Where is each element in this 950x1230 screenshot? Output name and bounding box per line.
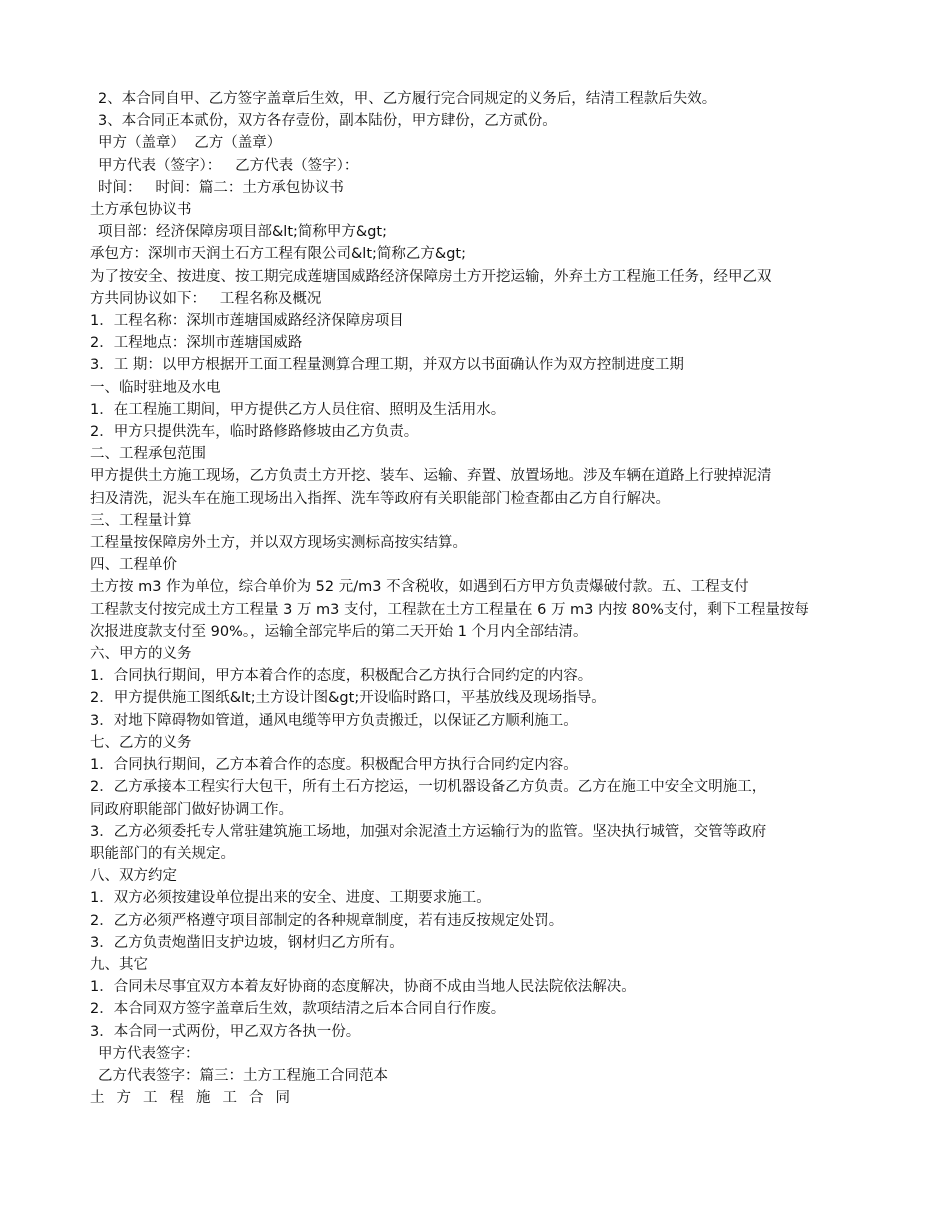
text-line: 3．乙方负责炮凿旧支护边坡，钢材归乙方所有。 [90, 934, 404, 951]
text-line: 2、本合同自甲、乙方签字盖章后生效，甲、乙方履行完合同规定的义务后，结清工程款后失效。 [98, 91, 717, 107]
text-line: 同政府职能部门做好协调工作。 [90, 801, 293, 818]
text-line: 为了按安全、按进度、按工期完成莲塘国威路经济保障房土方开挖运输，外弃土方工程施工任务，经甲乙双 [90, 268, 772, 285]
text-line: 项目部：经济保障房项目部&lt;简称甲方&gt; [98, 224, 387, 241]
text-line: 工程款支付按完成土方工程量 3 万 m3 支付，工程款在土方工程量在 6 万 m3 内按 80%支付，剩下工程量按每 [90, 601, 809, 618]
text-line: 九、其它 [90, 956, 148, 973]
text-line: 1．合同执行期间，乙方本着合作的态度。积极配合甲方执行合同约定内容。 [90, 757, 578, 774]
text-line: 3．工 期：以甲方根据开工面工程量测算合理工期，并双方以书面确认作为双方控制进度工期 [90, 357, 684, 374]
text-line: 土方承包协议书 [90, 202, 192, 219]
text-line: 2．乙方承接本工程实行大包干，所有土石方挖运，一切机器设备乙方负责。乙方在施工中安全文明施工， [90, 779, 767, 796]
text-line: 2．本合同双方签字盖章后生效，款项结清之后本合同自行作废。 [90, 1001, 506, 1018]
text-line: 一、临时驻地及水电 [90, 379, 221, 396]
text-line: 二、工程承包范围 [90, 446, 206, 463]
text-line: 八、双方约定 [90, 868, 177, 885]
text-line: 2．甲方提供施工图纸&lt;土方设计图&gt;开设临时路口，平基放线及现场指导。 [90, 690, 606, 707]
text-line: 3．对地下障碍物如管道，通风电缆等甲方负责搬迁，以保证乙方顺利施工。 [90, 712, 578, 729]
text-line: 时间： 时间：篇二：土方承包协议书 [98, 179, 344, 196]
text-line: 1．在工程施工期间，甲方提供乙方人员住宿、照明及生活用水。 [90, 401, 506, 418]
text-line: 乙方代表签字：篇三：土方工程施工合同范本 [98, 1067, 388, 1084]
text-line: 1．合同执行期间，甲方本着合作的态度，积极配合乙方执行合同约定的内容。 [90, 668, 593, 685]
text-line: 承包方：深圳市天润土石方工程有限公司&lt;简称乙方&gt; [90, 246, 466, 263]
text-line: 甲方提供土方施工现场，乙方负责土方开挖、装车、运输、弃置、放置场地。涉及车辆在道路上行驶掉泥清 [90, 468, 772, 485]
text-line: 六、甲方的义务 [90, 646, 192, 663]
text-line: 1．工程名称：深圳市莲塘国威路经济保障房项目 [90, 313, 404, 330]
text-line: 1．双方必须按建设单位提出来的安全、进度、工期要求施工。 [90, 890, 491, 907]
text-line: 四、工程单价 [90, 557, 177, 574]
text-line: 七、乙方的义务 [90, 734, 192, 751]
document-body [90, 88, 890, 1109]
text-line: 3．乙方必须委托专人常驻建筑施工场地，加强对余泥渣土方运输行为的监管。坚决执行城管，交管等政府 [90, 823, 767, 840]
text-line: 次报进度款支付至 90%。，运输全部完毕后的第二天开始 1 个月内全部结清。 [90, 623, 588, 640]
text-line: 3、本合同正本贰份，双方各存壹份，副本陆份，甲方肆份，乙方贰份。 [98, 113, 557, 130]
text-line: 工程量按保障房外土方，并以双方现场实测标高按实结算。 [90, 535, 467, 552]
text-line: 甲方（盖章） 乙方（盖章） [98, 135, 282, 152]
text-line: 甲方代表（签字）： 乙方代表（签字）： [98, 157, 359, 174]
text-line: 3．本合同一式两份，甲乙双方各执一份。 [90, 1023, 361, 1040]
text-line: 2．乙方必须严格遵守项目部制定的各种规章制度，若有违反按规定处罚。 [90, 912, 564, 929]
text-line: 职能部门的有关规定。 [90, 845, 235, 862]
text-line: 土方工程施工合同 [90, 1090, 302, 1107]
text-line: 土方按 m3 作为单位，综合单价为 52 元/m3 不含税收，如遇到石方甲方负责爆破付款。五、工程支付 [90, 579, 749, 596]
text-line: 方共同协议如下： 工程名称及概况 [90, 290, 322, 307]
text-line: 扫及清洗，泥头车在施工现场出入指挥、洗车等政府有关职能部门检查都由乙方自行解决。 [90, 490, 670, 507]
text-line: 1．合同未尽事宜双方本着友好协商的态度解决，协商不成由当地人民法院依法解决。 [90, 979, 636, 996]
text-line: 2．工程地点：深圳市莲塘国威路 [90, 335, 303, 352]
text-line: 甲方代表签字： [98, 1045, 200, 1062]
text-line: 三、工程量计算 [90, 512, 192, 529]
text-line: 2．甲方只提供洗车，临时路修路修坡由乙方负责。 [90, 424, 419, 441]
